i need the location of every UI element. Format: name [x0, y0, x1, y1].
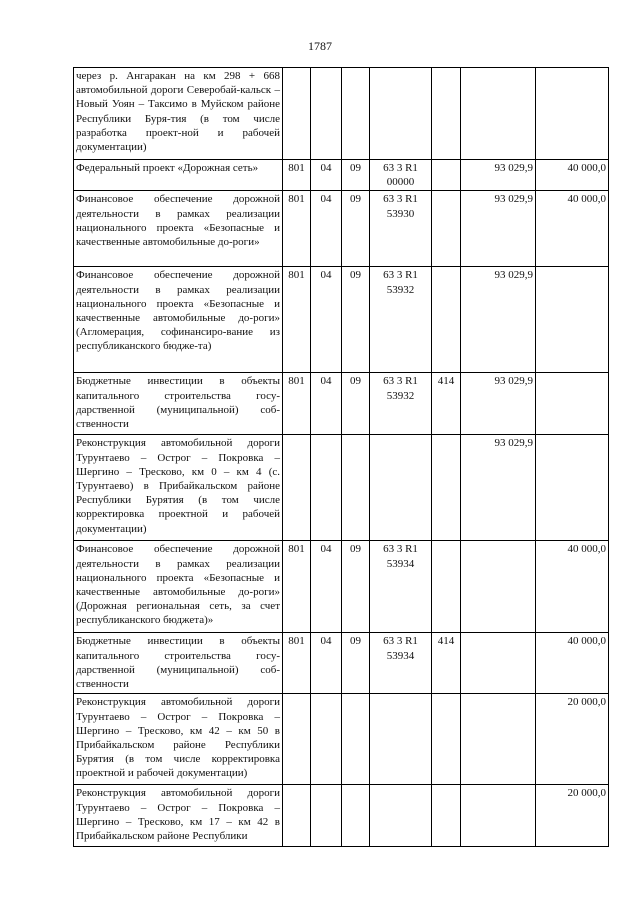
amount-first: 93 029,9	[461, 435, 536, 541]
amount-first: 93 029,9	[461, 267, 536, 373]
ministry-code: 801	[283, 191, 311, 267]
row-name: Федеральный проект «Дорожная сеть»	[74, 160, 283, 191]
amount-second	[536, 435, 609, 541]
subsection-code: 09	[342, 373, 370, 435]
target-code: 63 3 R1 53932	[370, 373, 432, 435]
row-name: Финансовое обеспечение дорожной деятельности в рамках реализации национального проекта «Безопасные и качественные автомобильные до-роги» (Дорожная региональная сеть, за счет республиканского бюджета)»	[74, 541, 283, 633]
subsection-code: 09	[342, 191, 370, 267]
section-code: 04	[311, 191, 342, 267]
amount-second: 40 000,0	[536, 160, 609, 191]
table-row	[74, 435, 609, 541]
amount-first	[461, 541, 536, 633]
amount-first: 93 029,9	[461, 373, 536, 435]
target-code	[370, 435, 432, 541]
target-code: 63 3 R1 53930	[370, 191, 432, 267]
expense-type-code	[432, 160, 461, 191]
row-name: Реконструкция автомобильной дороги Турунтаево – Острог – Покровка – Шергино – Тресково, км 0 – км 4 (с. Турунтаево) в Прибайкальском районе Республики Бурятия (в том числе корректировка проектной и рабочей документации)	[74, 435, 283, 541]
expense-type-code	[432, 435, 461, 541]
section-code	[311, 785, 342, 847]
amount-first: 93 029,9	[461, 160, 536, 191]
row-name: Финансовое обеспечение дорожной деятельности в рамках реализации национального проекта «Безопасные и качественные автомобильные до-роги»	[74, 191, 283, 267]
target-code: 63 3 R1 00000	[370, 160, 432, 191]
ministry-code	[283, 435, 311, 541]
subsection-code: 09	[342, 541, 370, 633]
amount-first	[461, 785, 536, 847]
target-code	[370, 785, 432, 847]
amount-first	[461, 68, 536, 160]
table-row	[74, 633, 609, 694]
section-code	[311, 435, 342, 541]
section-code: 04	[311, 160, 342, 191]
section-code: 04	[311, 373, 342, 435]
table-row	[74, 68, 609, 160]
expense-type-code	[432, 267, 461, 373]
amount-second	[536, 68, 609, 160]
section-code	[311, 694, 342, 785]
subsection-code	[342, 435, 370, 541]
subsection-code	[342, 785, 370, 847]
ministry-code	[283, 68, 311, 160]
table-row	[74, 373, 609, 435]
expense-type-code	[432, 191, 461, 267]
section-code: 04	[311, 541, 342, 633]
amount-second: 40 000,0	[536, 633, 609, 694]
expense-type-code	[432, 68, 461, 160]
table-row	[74, 785, 609, 847]
ministry-code	[283, 785, 311, 847]
amount-second	[536, 373, 609, 435]
row-name: Финансовое обеспечение дорожной деятельности в рамках реализации национального проекта «Безопасные и качественные автомобильные до-роги» (Агломерация, софинансиро-вание из республиканского бюдже-та)	[74, 267, 283, 373]
amount-first	[461, 633, 536, 694]
row-name: через р. Ангаракан на км 298 + 668 автомобильной дороги Северобай-кальск – Новый Уоян – Таксимо в Муйском районе Республики Буря-тия (в том числе разработка проект-ной и рабочей документации)	[74, 68, 283, 160]
subsection-code: 09	[342, 267, 370, 373]
target-code: 63 3 R1 53934	[370, 541, 432, 633]
budget-table	[73, 67, 609, 847]
subsection-code: 09	[342, 633, 370, 694]
expense-type-code: 414	[432, 633, 461, 694]
amount-second: 40 000,0	[536, 191, 609, 267]
ministry-code: 801	[283, 541, 311, 633]
amount-first	[461, 694, 536, 785]
amount-second: 40 000,0	[536, 541, 609, 633]
amount-first: 93 029,9	[461, 191, 536, 267]
row-name: Бюджетные инвестиции в объекты капитального строительства госу-дарственной (муниципальной) соб-ственности	[74, 633, 283, 694]
expense-type-code	[432, 541, 461, 633]
amount-second: 20 000,0	[536, 694, 609, 785]
target-code: 63 3 R1 53932	[370, 267, 432, 373]
amount-second: 20 000,0	[536, 785, 609, 847]
row-name: Бюджетные инвестиции в объекты капитального строительства госу-дарственной (муниципальной) соб-ственности	[74, 373, 283, 435]
subsection-code	[342, 68, 370, 160]
table-row	[74, 267, 609, 373]
target-code	[370, 694, 432, 785]
section-code: 04	[311, 267, 342, 373]
page-number: 1787	[308, 39, 332, 53]
row-name: Реконструкция автомобильной дороги Турунтаево – Острог – Покровка – Шергино – Тресково, км 17 – км 42 в Прибайкальском районе Республики	[74, 785, 283, 847]
ministry-code	[283, 694, 311, 785]
table-row	[74, 694, 609, 785]
expense-type-code	[432, 694, 461, 785]
ministry-code: 801	[283, 373, 311, 435]
expense-type-code	[432, 785, 461, 847]
ministry-code: 801	[283, 267, 311, 373]
target-code	[370, 68, 432, 160]
ministry-code: 801	[283, 160, 311, 191]
table-row	[74, 160, 609, 191]
table-row	[74, 541, 609, 633]
section-code	[311, 68, 342, 160]
ministry-code: 801	[283, 633, 311, 694]
expense-type-code: 414	[432, 373, 461, 435]
subsection-code: 09	[342, 160, 370, 191]
subsection-code	[342, 694, 370, 785]
target-code: 63 3 R1 53934	[370, 633, 432, 694]
section-code: 04	[311, 633, 342, 694]
table-row	[74, 191, 609, 267]
amount-second	[536, 267, 609, 373]
row-name: Реконструкция автомобильной дороги Турунтаево – Острог – Покровка – Шергино – Тресково, км 42 – км 50 в Прибайкальском районе Республики Бурятия (в том числе корректировка проектной и рабочей документации)	[74, 694, 283, 785]
